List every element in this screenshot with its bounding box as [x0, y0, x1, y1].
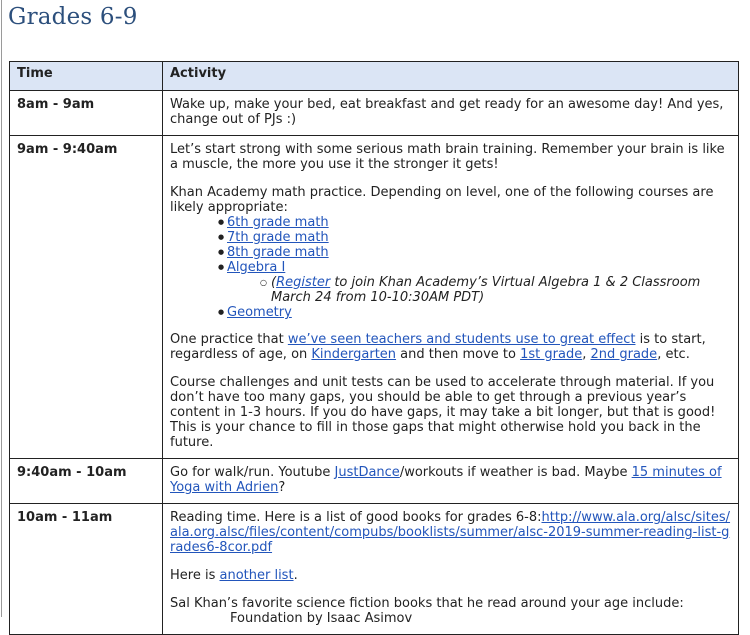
activity-cell	[163, 91, 739, 136]
teachers-link[interactable]: we’ve seen teachers and students use to great effect	[287, 332, 636, 347]
reading-text: Reading time. Here is a list of good books for grades 6-8:	[170, 510, 542, 525]
schedule-table	[9, 61, 739, 635]
sal-khan-books-intro: Sal Khan’s favorite science fiction books that he read around your age include:	[170, 596, 684, 611]
note-text: to join Khan Academy’s Virtual Algebra 1 & 2 Classroom March 24 from 10-10:30AM PDT)	[271, 275, 701, 305]
time-column-header: Time	[10, 62, 163, 91]
exercise-text: /workouts if weather is bad. Maybe	[399, 465, 632, 480]
course-link-6th-grade[interactable]: 6th grade math	[227, 215, 329, 230]
math-intro: Let’s start strong with some serious math brain training. Remember your brain is like a muscle, the more you use it the stronger it gets!	[170, 142, 725, 172]
khan-academy-text: Khan Academy math practice. Depending on level, one of the following courses are likely appropriate:	[170, 185, 714, 215]
another-text: .	[293, 568, 298, 583]
practice-text: , etc.	[657, 347, 690, 362]
register-link[interactable]: Register	[276, 275, 331, 290]
header-row	[10, 62, 739, 91]
table-row	[10, 504, 739, 635]
exercise-paragraph	[170, 465, 731, 495]
justdance-link[interactable]: JustDance	[334, 465, 400, 480]
table-row	[10, 91, 739, 136]
table-row	[10, 136, 739, 459]
activity-text: Wake up, make your bed, eat breakfast and get ready for an awesome day! And yes, change out of PJs :)	[170, 97, 724, 127]
course-link-8th-grade[interactable]: 8th grade math	[227, 245, 329, 260]
course-link-7th-grade[interactable]: 7th grade math	[227, 230, 329, 245]
activity-cell	[163, 459, 739, 504]
table-row	[10, 459, 739, 504]
list-item	[218, 260, 731, 305]
note-paren: (	[271, 275, 277, 290]
book-item: Foundation by Isaac Asimov	[230, 611, 413, 626]
kindergarten-link[interactable]: Kindergarten	[311, 347, 397, 362]
reading-list-link[interactable]: http://www.ala.org/alsc/sites/ala.org.alsc/files/content/compubs/booklists/summer/alsc-2019-summer-reading-list-grades6-8cor.pdf	[170, 510, 731, 555]
practice-text: One practice that	[170, 332, 288, 347]
yoga-link[interactable]: 15 minutes of Yoga with Adrien	[170, 465, 722, 495]
activity-cell	[163, 504, 739, 635]
another-list-paragraph	[170, 568, 731, 583]
algebra-note	[260, 275, 731, 305]
list-item	[218, 245, 731, 260]
first-grade-link[interactable]: 1st grade	[520, 347, 583, 362]
challenges-paragraph: Course challenges and unit tests can be used to accelerate through material. If you don’t have too many gaps, you should be able to get through a previous year’s content in 1-3 hours. If you do have gaps, it may take a bit longer, but that is good! This is your chance to fill in those gaps that might otherwise hold you back in the future.	[170, 375, 716, 450]
another-list-link[interactable]: another list	[219, 568, 294, 583]
second-grade-link[interactable]: 2nd grade	[590, 347, 658, 362]
list-item	[218, 215, 731, 230]
list-item	[218, 230, 731, 245]
reading-paragraph	[170, 510, 731, 555]
activity-column-header: Activity	[163, 62, 739, 91]
time-cell: 9:40am - 10am	[10, 459, 163, 504]
list-item	[218, 305, 731, 320]
time-cell: 8am - 9am	[10, 91, 163, 136]
exercise-text: Go for walk/run. Youtube	[170, 465, 335, 480]
time-cell: 9am - 9:40am	[10, 136, 163, 459]
time-cell: 10am - 11am	[10, 504, 163, 635]
activity-cell	[163, 136, 739, 459]
practice-text: is to start, regardless of age, on	[170, 332, 706, 362]
course-list	[170, 215, 731, 320]
course-link-geometry[interactable]: Geometry	[227, 305, 292, 320]
practice-paragraph	[170, 332, 731, 362]
algebra-sublist	[218, 275, 731, 305]
left-border	[1, 0, 2, 617]
course-link-algebra[interactable]: Algebra I	[227, 260, 286, 275]
another-text: Here is	[170, 568, 220, 583]
page-title: Grades 6-9	[8, 4, 138, 30]
practice-text: ,	[582, 347, 591, 362]
practice-text: and then move to	[396, 347, 521, 362]
exercise-text: ?	[278, 480, 286, 495]
